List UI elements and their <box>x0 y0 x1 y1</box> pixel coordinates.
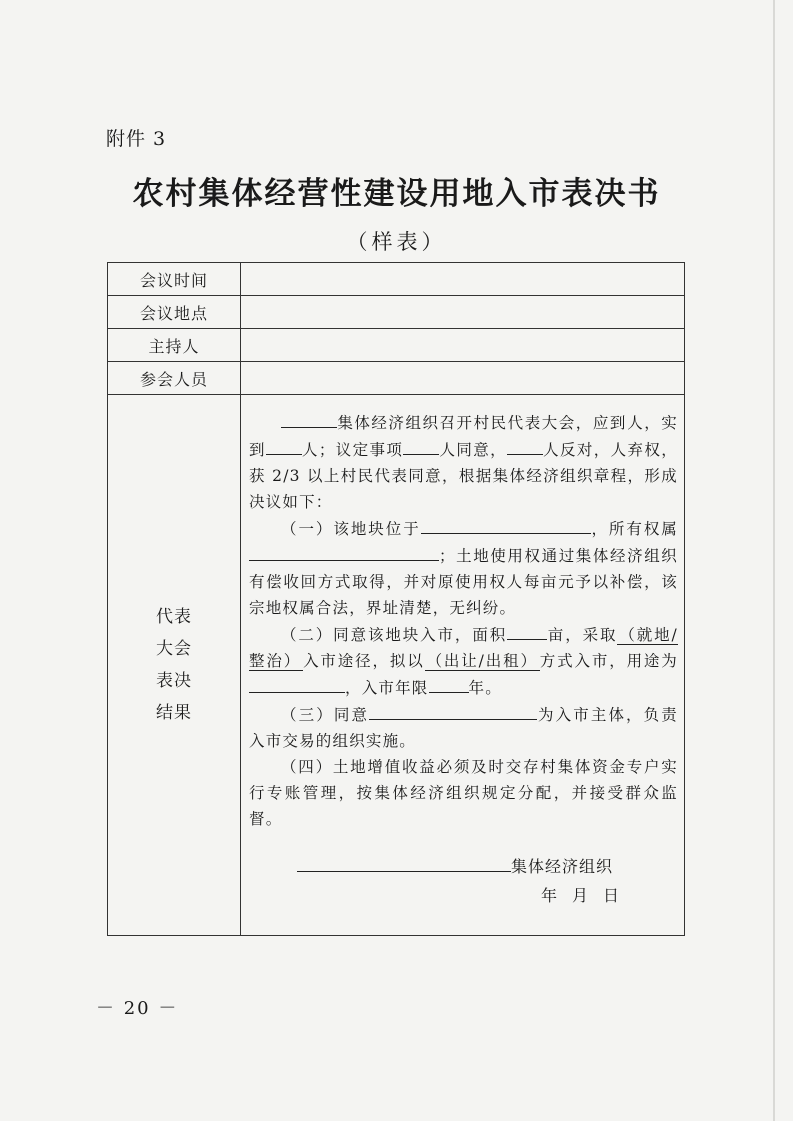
date-month: 月 <box>572 886 590 905</box>
table-row-host <box>108 329 685 362</box>
text: 集体经济组织召开村民代表大会，应到 <box>337 414 627 432</box>
text: （二）同意该地块入市，面积 <box>281 626 508 644</box>
resolution-item-2 <box>249 621 678 701</box>
label-meeting-time: 会议时间 <box>108 263 241 296</box>
signature-date <box>541 883 634 906</box>
resolution-item-1 <box>249 515 678 621</box>
label-meeting-place: 会议地点 <box>108 296 241 329</box>
document-title: 农村集体经营性建设用地入市表决书 <box>132 176 661 212</box>
text: 入市途径，拟以 <box>303 652 425 670</box>
field-meeting-time[interactable] <box>241 263 685 296</box>
text: 为入市主体，负责入市交易的组织实施。 <box>249 706 678 750</box>
vote-result-label-line: 大会 <box>156 639 192 659</box>
table-row-meeting-place <box>108 296 685 329</box>
blank-ownership[interactable] <box>249 542 439 561</box>
text: 属 <box>661 520 678 538</box>
document-subtitle: （样表） <box>346 230 447 254</box>
page-number: － 20 － <box>96 998 179 1019</box>
resolution-item-3 <box>249 701 678 754</box>
label-attendees: 参会人员 <box>108 362 241 395</box>
option-approach[interactable]: （就地/整治） <box>249 626 678 670</box>
vote-result-label-line: 代表 <box>156 607 192 627</box>
text: 人弃权，获 2/3 以上村民代表同意，根据集体经济组织章程，形成决议如下： <box>249 441 678 511</box>
text: ，所有权 <box>590 520 662 538</box>
blank-org-name[interactable] <box>281 409 337 428</box>
label-host: 主持人 <box>108 329 241 362</box>
text: （一）该地块位于 <box>281 520 421 538</box>
blank-usage[interactable] <box>249 674 345 693</box>
vote-result-content <box>241 395 685 936</box>
option-method[interactable]: （出让/出租） <box>426 652 538 670</box>
table-row-attendees <box>108 362 685 395</box>
text: 人，实到 <box>249 414 678 459</box>
text: ；土地使用权通过集体经济组织有偿收回方式取得，并对原使用权人每亩 <box>249 547 678 591</box>
signature-line <box>297 853 677 877</box>
vote-result-label-line: 结果 <box>156 703 192 723</box>
text: （三）同意 <box>281 706 370 724</box>
date-day: 日 <box>603 886 621 905</box>
field-meeting-place[interactable] <box>241 296 685 329</box>
vote-result-label-line: 表决 <box>156 671 192 691</box>
blank-signature[interactable] <box>297 853 511 872</box>
blank-years[interactable] <box>429 674 469 693</box>
blank-area[interactable] <box>507 621 547 640</box>
text: 人反对， <box>542 441 611 459</box>
blank-location[interactable] <box>421 515 591 534</box>
blank-agree-count[interactable] <box>403 436 439 455</box>
field-attendees[interactable] <box>241 362 685 395</box>
text: 人同意， <box>439 441 507 459</box>
table-row-result <box>108 395 685 936</box>
text: 元予以补偿，该宗地权属合法，界址清楚，无纠纷。 <box>249 573 678 617</box>
table-row-meeting-time <box>108 263 685 296</box>
resolution-item-4: （四）土地增值收益必须及时交存村集体资金专户实行专账管理，按集体经济组织规定分配，并接受群众监督。 <box>249 758 678 828</box>
text: 人；议定事项 <box>301 441 404 459</box>
resolution-form-table <box>107 262 685 936</box>
date-year: 年 <box>541 886 559 905</box>
label-vote-result <box>108 395 241 936</box>
text: 方式入市，用途为 <box>539 652 678 670</box>
text: 年。 <box>468 679 502 697</box>
blank-oppose-count[interactable] <box>507 436 543 455</box>
blank-present-count[interactable] <box>266 436 302 455</box>
resolution-intro <box>249 409 678 515</box>
blank-entity[interactable] <box>369 701 537 720</box>
signature-label: 集体经济组织 <box>511 857 614 876</box>
text: ，入市年限 <box>345 679 429 697</box>
field-host[interactable] <box>241 329 685 362</box>
text: 亩，采取 <box>547 626 618 644</box>
attachment-label: 附件 3 <box>106 128 167 150</box>
